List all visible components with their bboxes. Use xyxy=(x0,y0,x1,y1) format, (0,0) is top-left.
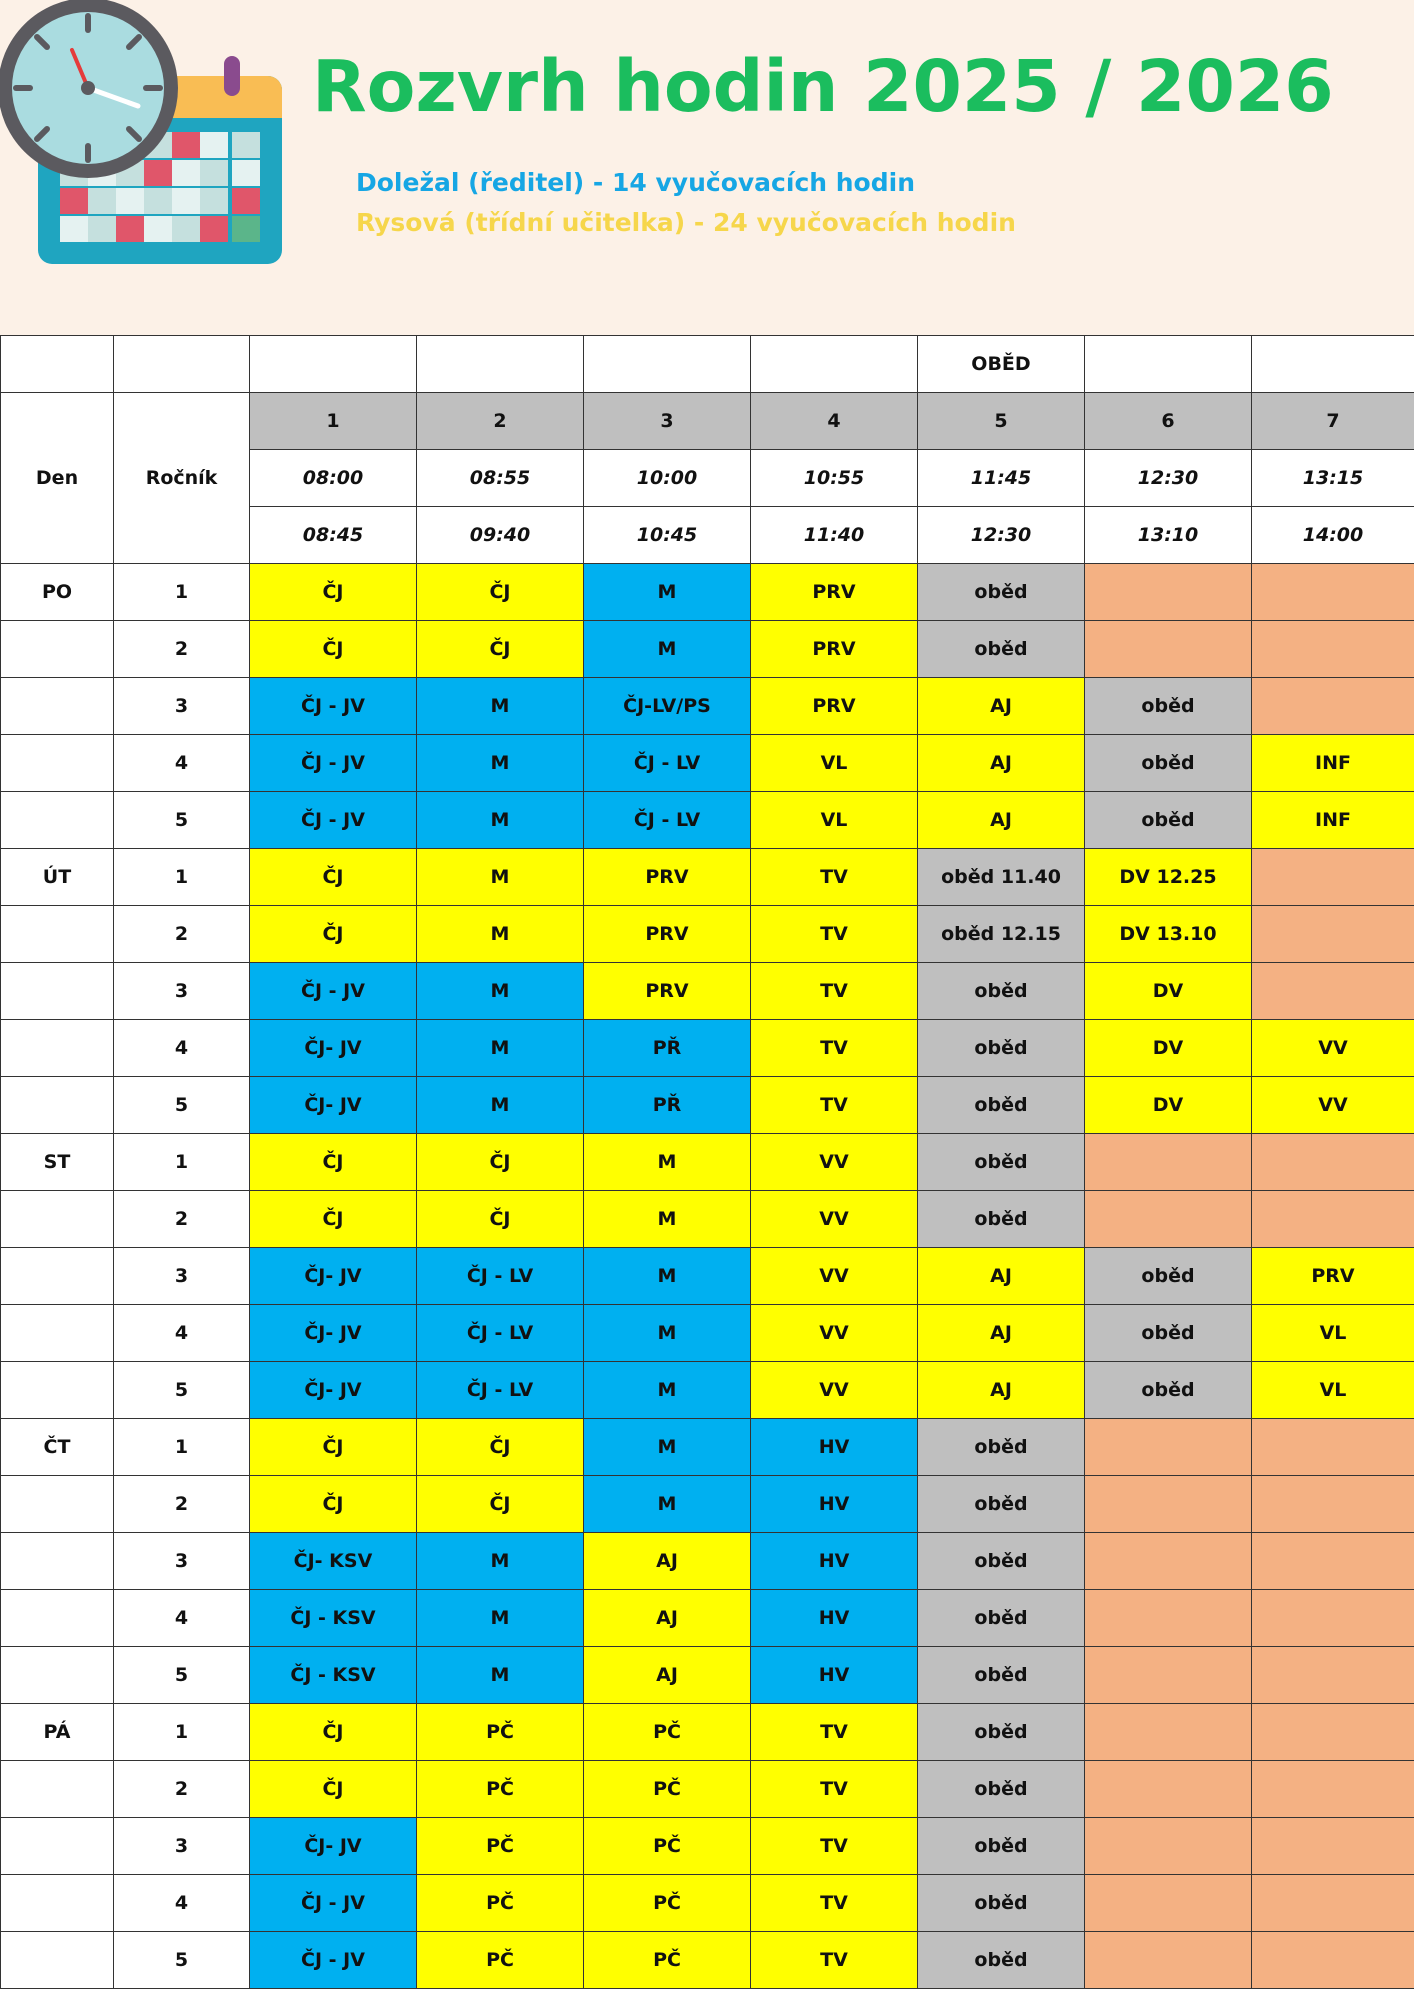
lesson-cell: M xyxy=(584,1191,751,1248)
grade-cell: 3 xyxy=(114,678,250,735)
empty-cell xyxy=(584,336,751,393)
table-row xyxy=(1,1533,1414,1590)
lesson-cell: ČJ xyxy=(250,1476,417,1533)
lesson-cell: oběd xyxy=(918,1533,1085,1590)
lesson-cell: HV xyxy=(751,1533,918,1590)
lesson-cell: PŘ xyxy=(584,1077,751,1134)
empty-slot-cell xyxy=(1252,1647,1414,1704)
period-end-time: 14:00 xyxy=(1252,507,1414,564)
lesson-cell: M xyxy=(417,792,584,849)
lesson-cell: DV 13.10 xyxy=(1085,906,1252,963)
lesson-cell: ČJ xyxy=(417,1134,584,1191)
table-row xyxy=(1,1761,1414,1818)
empty-cell xyxy=(1085,336,1252,393)
empty-slot-cell xyxy=(1085,1476,1252,1533)
lesson-cell: AJ xyxy=(918,1305,1085,1362)
table-row xyxy=(1,1476,1414,1533)
lesson-cell: ČJ - LV xyxy=(584,792,751,849)
lesson-cell: VV xyxy=(751,1191,918,1248)
lesson-cell: ČJ- JV xyxy=(250,1305,417,1362)
grade-cell: 5 xyxy=(114,792,250,849)
empty-cell xyxy=(1,1362,114,1419)
lesson-cell: oběd xyxy=(918,1419,1085,1476)
empty-cell xyxy=(1,1476,114,1533)
empty-cell xyxy=(1,1818,114,1875)
column-header-grade: Ročník xyxy=(114,393,250,564)
table-row xyxy=(1,1704,1414,1761)
lesson-cell: PČ xyxy=(584,1818,751,1875)
lesson-cell: ČJ xyxy=(250,621,417,678)
teacher-line-class-teacher: Rysová (třídní učitelka) - 24 vyučovacích hodin xyxy=(356,208,1016,237)
timetable xyxy=(0,335,1414,1989)
lesson-cell: oběd xyxy=(918,963,1085,1020)
empty-slot-cell xyxy=(1085,1590,1252,1647)
lesson-cell: M xyxy=(417,1590,584,1647)
lesson-cell: ČJ xyxy=(417,621,584,678)
lesson-cell: TV xyxy=(751,963,918,1020)
lesson-cell: ČJ - JV xyxy=(250,1875,417,1932)
empty-cell xyxy=(1,1077,114,1134)
lesson-cell: HV xyxy=(751,1476,918,1533)
lesson-cell: ČJ- JV xyxy=(250,1248,417,1305)
lesson-cell: M xyxy=(417,678,584,735)
empty-slot-cell xyxy=(1252,906,1414,963)
empty-slot-cell xyxy=(1085,1191,1252,1248)
lesson-cell: VL xyxy=(1252,1305,1414,1362)
grade-cell: 5 xyxy=(114,1077,250,1134)
lesson-cell: VV xyxy=(751,1134,918,1191)
grade-cell: 4 xyxy=(114,1875,250,1932)
lesson-cell: M xyxy=(584,564,751,621)
lesson-cell: ČJ - JV xyxy=(250,735,417,792)
empty-slot-cell xyxy=(1252,621,1414,678)
lesson-cell: M xyxy=(584,1134,751,1191)
lesson-cell: VV xyxy=(751,1248,918,1305)
grade-cell: 4 xyxy=(114,1305,250,1362)
empty-cell xyxy=(1,792,114,849)
lesson-cell: oběd xyxy=(918,1932,1085,1989)
period-number-row xyxy=(1,393,1414,450)
lesson-cell: TV xyxy=(751,1818,918,1875)
lesson-cell: oběd xyxy=(918,621,1085,678)
period-start-time: 08:00 xyxy=(250,450,417,507)
table-row xyxy=(1,564,1414,621)
lesson-cell: TV xyxy=(751,849,918,906)
lesson-cell: M xyxy=(417,1077,584,1134)
lesson-cell: PRV xyxy=(751,678,918,735)
empty-slot-cell xyxy=(1252,564,1414,621)
calendar-clock-icon xyxy=(0,0,290,270)
lesson-cell: PČ xyxy=(417,1704,584,1761)
empty-slot-cell xyxy=(1085,1875,1252,1932)
lesson-cell: VV xyxy=(751,1305,918,1362)
lesson-cell: TV xyxy=(751,1077,918,1134)
lesson-cell: ČJ xyxy=(250,1191,417,1248)
lesson-cell: AJ xyxy=(584,1647,751,1704)
lesson-cell: ČJ xyxy=(250,849,417,906)
table-row xyxy=(1,1077,1414,1134)
lesson-cell: ČJ xyxy=(417,1191,584,1248)
lesson-cell: AJ xyxy=(918,735,1085,792)
lesson-cell: M xyxy=(417,906,584,963)
empty-slot-cell xyxy=(1252,1875,1414,1932)
lesson-cell: ČJ xyxy=(250,1419,417,1476)
empty-cell xyxy=(1,1305,114,1362)
lesson-cell: VV xyxy=(1252,1077,1414,1134)
lesson-cell: AJ xyxy=(918,678,1085,735)
lesson-cell: M xyxy=(417,1647,584,1704)
empty-slot-cell xyxy=(1252,1761,1414,1818)
period-start-time: 13:15 xyxy=(1252,450,1414,507)
lesson-cell: ČJ- JV xyxy=(250,1077,417,1134)
lesson-cell: ČJ - KSV xyxy=(250,1590,417,1647)
lesson-cell: PŘ xyxy=(584,1020,751,1077)
grade-cell: 1 xyxy=(114,849,250,906)
lesson-cell: PČ xyxy=(584,1932,751,1989)
empty-cell xyxy=(1,1248,114,1305)
lesson-cell: ČJ - LV xyxy=(417,1248,584,1305)
teacher-line-headmaster: Doležal (ředitel) - 14 vyučovacích hodin xyxy=(356,168,915,197)
lunch-header-row xyxy=(1,336,1414,393)
lesson-cell: ČJ xyxy=(250,564,417,621)
lesson-cell: ČJ xyxy=(417,1419,584,1476)
lesson-cell: oběd xyxy=(918,1077,1085,1134)
table-row xyxy=(1,1419,1414,1476)
period-end-time: 11:40 xyxy=(751,507,918,564)
lesson-cell: PRV xyxy=(1252,1248,1414,1305)
lesson-cell: oběd xyxy=(1085,678,1252,735)
lesson-cell: ČJ - JV xyxy=(250,1932,417,1989)
grade-cell: 4 xyxy=(114,735,250,792)
lesson-cell: VV xyxy=(751,1362,918,1419)
empty-cell xyxy=(417,336,584,393)
empty-cell xyxy=(751,336,918,393)
lesson-cell: PRV xyxy=(584,906,751,963)
lesson-cell: TV xyxy=(751,1932,918,1989)
empty-slot-cell xyxy=(1085,1818,1252,1875)
day-label: PÁ xyxy=(1,1704,114,1761)
empty-cell xyxy=(1,1533,114,1590)
period-number: 2 xyxy=(417,393,584,450)
lesson-cell: ČJ xyxy=(250,906,417,963)
lesson-cell: M xyxy=(417,735,584,792)
grade-cell: 2 xyxy=(114,1761,250,1818)
period-end-time: 13:10 xyxy=(1085,507,1252,564)
table-row xyxy=(1,1932,1414,1989)
lesson-cell: AJ xyxy=(918,792,1085,849)
empty-cell xyxy=(1,1647,114,1704)
grade-cell: 2 xyxy=(114,1191,250,1248)
empty-slot-cell xyxy=(1252,1533,1414,1590)
lesson-cell: DV xyxy=(1085,1020,1252,1077)
lesson-cell: ČJ - JV xyxy=(250,792,417,849)
day-label: ÚT xyxy=(1,849,114,906)
grade-cell: 2 xyxy=(114,906,250,963)
empty-cell xyxy=(1,1590,114,1647)
empty-cell xyxy=(1,621,114,678)
empty-cell xyxy=(1252,336,1414,393)
grade-cell: 3 xyxy=(114,963,250,1020)
lesson-cell: ČJ xyxy=(417,1476,584,1533)
lesson-cell: oběd xyxy=(918,1761,1085,1818)
lesson-cell: oběd xyxy=(918,1875,1085,1932)
grade-cell: 3 xyxy=(114,1248,250,1305)
lesson-cell: ČJ- KSV xyxy=(250,1533,417,1590)
empty-cell xyxy=(1,336,114,393)
lesson-cell: DV xyxy=(1085,1077,1252,1134)
page-title: Rozvrh hodin 2025 / 2026 xyxy=(312,45,1334,128)
lesson-cell: HV xyxy=(751,1419,918,1476)
lesson-cell: oběd 12.15 xyxy=(918,906,1085,963)
lesson-cell: M xyxy=(417,963,584,1020)
grade-cell: 1 xyxy=(114,564,250,621)
lesson-cell: oběd xyxy=(918,1020,1085,1077)
lesson-cell: PČ xyxy=(417,1875,584,1932)
grade-cell: 5 xyxy=(114,1362,250,1419)
lesson-cell: HV xyxy=(751,1647,918,1704)
table-row xyxy=(1,1362,1414,1419)
empty-slot-cell xyxy=(1085,564,1252,621)
table-row xyxy=(1,1020,1414,1077)
lesson-cell: VL xyxy=(751,792,918,849)
empty-cell xyxy=(1,1875,114,1932)
table-row xyxy=(1,621,1414,678)
lesson-cell: PČ xyxy=(417,1818,584,1875)
lesson-cell: TV xyxy=(751,906,918,963)
lesson-cell: ČJ xyxy=(417,564,584,621)
column-header-day: Den xyxy=(1,393,114,564)
lesson-cell: DV xyxy=(1085,963,1252,1020)
empty-cell xyxy=(1,906,114,963)
empty-slot-cell xyxy=(1085,1932,1252,1989)
table-row xyxy=(1,792,1414,849)
grade-cell: 3 xyxy=(114,1818,250,1875)
period-start-time: 12:30 xyxy=(1085,450,1252,507)
period-number: 4 xyxy=(751,393,918,450)
period-number: 3 xyxy=(584,393,751,450)
empty-cell xyxy=(1,1020,114,1077)
lesson-cell: VL xyxy=(751,735,918,792)
empty-slot-cell xyxy=(1085,1533,1252,1590)
empty-slot-cell xyxy=(1252,1191,1414,1248)
period-start-time: 10:00 xyxy=(584,450,751,507)
lesson-cell: AJ xyxy=(584,1590,751,1647)
lesson-cell: ČJ - KSV xyxy=(250,1647,417,1704)
lesson-cell: M xyxy=(584,1419,751,1476)
lesson-cell: oběd xyxy=(1085,792,1252,849)
empty-slot-cell xyxy=(1252,1818,1414,1875)
lesson-cell: oběd xyxy=(918,1191,1085,1248)
lesson-cell: oběd 11.40 xyxy=(918,849,1085,906)
grade-cell: 5 xyxy=(114,1932,250,1989)
table-row xyxy=(1,1134,1414,1191)
lesson-cell: ČJ-LV/PS xyxy=(584,678,751,735)
lesson-cell: TV xyxy=(751,1875,918,1932)
grade-cell: 4 xyxy=(114,1020,250,1077)
day-label: ST xyxy=(1,1134,114,1191)
lesson-cell: PČ xyxy=(417,1761,584,1818)
table-row xyxy=(1,906,1414,963)
lesson-cell: PČ xyxy=(584,1761,751,1818)
timetable-body xyxy=(1,336,1414,1989)
empty-slot-cell xyxy=(1085,1704,1252,1761)
lesson-cell: HV xyxy=(751,1590,918,1647)
grade-cell: 1 xyxy=(114,1419,250,1476)
lesson-cell: ČJ - LV xyxy=(417,1305,584,1362)
table-row xyxy=(1,735,1414,792)
lesson-cell: TV xyxy=(751,1704,918,1761)
table-row xyxy=(1,1875,1414,1932)
lesson-cell: M xyxy=(584,621,751,678)
empty-slot-cell xyxy=(1252,678,1414,735)
table-row xyxy=(1,1248,1414,1305)
table-row xyxy=(1,678,1414,735)
table-row xyxy=(1,1647,1414,1704)
empty-slot-cell xyxy=(1085,1419,1252,1476)
grade-cell: 4 xyxy=(114,1590,250,1647)
lesson-cell: ČJ xyxy=(250,1134,417,1191)
lesson-cell: AJ xyxy=(584,1533,751,1590)
period-end-time: 09:40 xyxy=(417,507,584,564)
empty-cell xyxy=(1,1932,114,1989)
lesson-cell: ČJ- JV xyxy=(250,1818,417,1875)
lesson-cell: PČ xyxy=(584,1875,751,1932)
table-row xyxy=(1,1191,1414,1248)
lesson-cell: DV 12.25 xyxy=(1085,849,1252,906)
grade-cell: 1 xyxy=(114,1134,250,1191)
lesson-cell: M xyxy=(584,1476,751,1533)
lesson-cell: TV xyxy=(751,1020,918,1077)
empty-slot-cell xyxy=(1252,1704,1414,1761)
lesson-cell: oběd xyxy=(918,1134,1085,1191)
empty-slot-cell xyxy=(1085,621,1252,678)
table-row xyxy=(1,1305,1414,1362)
lesson-cell: VV xyxy=(1252,1020,1414,1077)
lesson-cell: M xyxy=(584,1305,751,1362)
empty-cell xyxy=(114,336,250,393)
grade-cell: 5 xyxy=(114,1647,250,1704)
table-row xyxy=(1,849,1414,906)
lesson-cell: M xyxy=(584,1248,751,1305)
period-start-time: 10:55 xyxy=(751,450,918,507)
day-label: ČT xyxy=(1,1419,114,1476)
empty-slot-cell xyxy=(1085,1647,1252,1704)
lesson-cell: PRV xyxy=(751,564,918,621)
lesson-cell: oběd xyxy=(1085,735,1252,792)
lesson-cell: PČ xyxy=(417,1932,584,1989)
period-number: 1 xyxy=(250,393,417,450)
empty-cell xyxy=(1,1761,114,1818)
empty-cell xyxy=(250,336,417,393)
lunch-column-label: OBĚD xyxy=(918,336,1085,393)
lesson-cell: TV xyxy=(751,1761,918,1818)
period-end-time: 10:45 xyxy=(584,507,751,564)
lesson-cell: M xyxy=(417,1020,584,1077)
empty-cell xyxy=(1,1191,114,1248)
lesson-cell: oběd xyxy=(918,1818,1085,1875)
period-end-time: 08:45 xyxy=(250,507,417,564)
table-row xyxy=(1,1818,1414,1875)
lesson-cell: oběd xyxy=(1085,1248,1252,1305)
page-header xyxy=(0,0,1414,335)
lesson-cell: VL xyxy=(1252,1362,1414,1419)
lesson-cell: ČJ xyxy=(250,1761,417,1818)
period-number: 5 xyxy=(918,393,1085,450)
empty-slot-cell xyxy=(1252,1590,1414,1647)
lesson-cell: ČJ - LV xyxy=(584,735,751,792)
grade-cell: 2 xyxy=(114,621,250,678)
lesson-cell: PČ xyxy=(584,1704,751,1761)
lesson-cell: oběd xyxy=(918,1590,1085,1647)
table-row xyxy=(1,963,1414,1020)
empty-slot-cell xyxy=(1085,1134,1252,1191)
lesson-cell: PRV xyxy=(584,849,751,906)
lesson-cell: ČJ - LV xyxy=(417,1362,584,1419)
lesson-cell: INF xyxy=(1252,735,1414,792)
lesson-cell: ČJ- JV xyxy=(250,1020,417,1077)
lesson-cell: ČJ - JV xyxy=(250,963,417,1020)
empty-slot-cell xyxy=(1252,1932,1414,1989)
grade-cell: 2 xyxy=(114,1476,250,1533)
empty-cell xyxy=(1,735,114,792)
period-start-time: 11:45 xyxy=(918,450,1085,507)
lesson-cell: oběd xyxy=(918,1476,1085,1533)
empty-cell xyxy=(1,678,114,735)
period-number: 7 xyxy=(1252,393,1414,450)
lesson-cell: PRV xyxy=(584,963,751,1020)
lesson-cell: PRV xyxy=(751,621,918,678)
lesson-cell: oběd xyxy=(918,1647,1085,1704)
lesson-cell: AJ xyxy=(918,1362,1085,1419)
grade-cell: 1 xyxy=(114,1704,250,1761)
lesson-cell: oběd xyxy=(1085,1305,1252,1362)
lesson-cell: oběd xyxy=(918,1704,1085,1761)
lesson-cell: AJ xyxy=(918,1248,1085,1305)
empty-cell xyxy=(1,963,114,1020)
empty-slot-cell xyxy=(1252,963,1414,1020)
empty-slot-cell xyxy=(1252,1476,1414,1533)
lesson-cell: oběd xyxy=(1085,1362,1252,1419)
empty-slot-cell xyxy=(1252,1419,1414,1476)
lesson-cell: oběd xyxy=(918,564,1085,621)
period-number: 6 xyxy=(1085,393,1252,450)
lesson-cell: ČJ - JV xyxy=(250,678,417,735)
empty-slot-cell xyxy=(1252,849,1414,906)
day-label: PO xyxy=(1,564,114,621)
empty-slot-cell xyxy=(1252,1134,1414,1191)
lesson-cell: M xyxy=(417,849,584,906)
period-start-time: 08:55 xyxy=(417,450,584,507)
lesson-cell: ČJ xyxy=(250,1704,417,1761)
table-row xyxy=(1,1590,1414,1647)
empty-slot-cell xyxy=(1085,1761,1252,1818)
period-end-time: 12:30 xyxy=(918,507,1085,564)
lesson-cell: M xyxy=(417,1533,584,1590)
lesson-cell: INF xyxy=(1252,792,1414,849)
lesson-cell: M xyxy=(584,1362,751,1419)
lesson-cell: ČJ- JV xyxy=(250,1362,417,1419)
grade-cell: 3 xyxy=(114,1533,250,1590)
